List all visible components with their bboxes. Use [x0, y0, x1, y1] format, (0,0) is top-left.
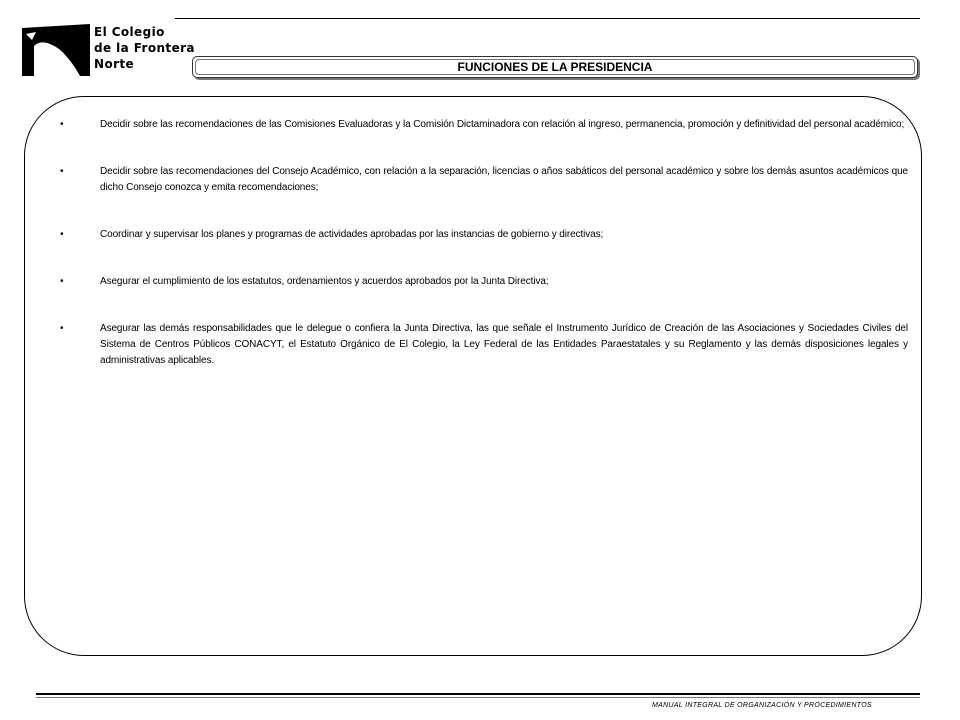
logo-line-1: El Colegio [94, 25, 165, 39]
function-text: Asegurar el cumplimiento de los estatutos, ordenamientos y acuerdos aprobados por la Junta Directiva; [100, 276, 549, 287]
footer-text: MANUAL INTEGRAL DE ORGANIZACIÓN Y PROCEDIMIENTOS [652, 702, 872, 709]
logo-wordmark [94, 24, 195, 72]
function-text: Decidir sobre las recomendaciones de las Comisiones Evaluadoras y la Comisión Dictaminadora con relación al ingreso, permanencia, promoción y definitividad del personal académico; [100, 119, 905, 130]
colef-logo [20, 22, 92, 78]
list-item [24, 274, 914, 290]
bullet-icon: • [60, 166, 64, 177]
bullet-icon: • [60, 323, 64, 334]
list-item [24, 164, 914, 196]
footer-rule [36, 693, 920, 695]
title-banner [192, 56, 918, 78]
function-text: Asegurar las demás responsabilidades que le delegue o confiera la Junta Directiva, las que señale el Instrumento Jurídico de Creación de las Asociaciones y Sociedades Civiles del Sistema de Centros Públicos CONACYT, el Estatuto Orgánico de El Colegio, la Ley Federal de las Entidades Paraestatales y su Reglamento y las demás disposiciones legales y administrativas aplicables. [100, 323, 908, 366]
function-text: Decidir sobre las recomendaciones del Consejo Académico, con relación a la separación, licencias o años sabáticos del personal académico y sobre los demás asuntos académicos que dicho Consejo conozca y emita recomendaciones; [100, 166, 908, 193]
function-text: Coordinar y supervisar los planes y programas de actividades aprobadas por las instancias de gobierno y directivas; [100, 229, 604, 240]
colef-emblem-icon [20, 22, 92, 78]
footer-rule-thin [36, 697, 920, 698]
list-item [24, 227, 914, 243]
page-title: FUNCIONES DE LA PRESIDENCIA [457, 60, 653, 74]
bullet-icon: • [60, 119, 64, 130]
header-rule [175, 18, 920, 19]
logo-line-2: de la Frontera [94, 41, 195, 55]
list-item [24, 117, 914, 133]
bullet-icon: • [60, 229, 64, 240]
functions-list [24, 117, 914, 400]
bullet-icon: • [60, 276, 64, 287]
list-item [24, 321, 914, 369]
logo-line-3: Norte [94, 57, 135, 71]
